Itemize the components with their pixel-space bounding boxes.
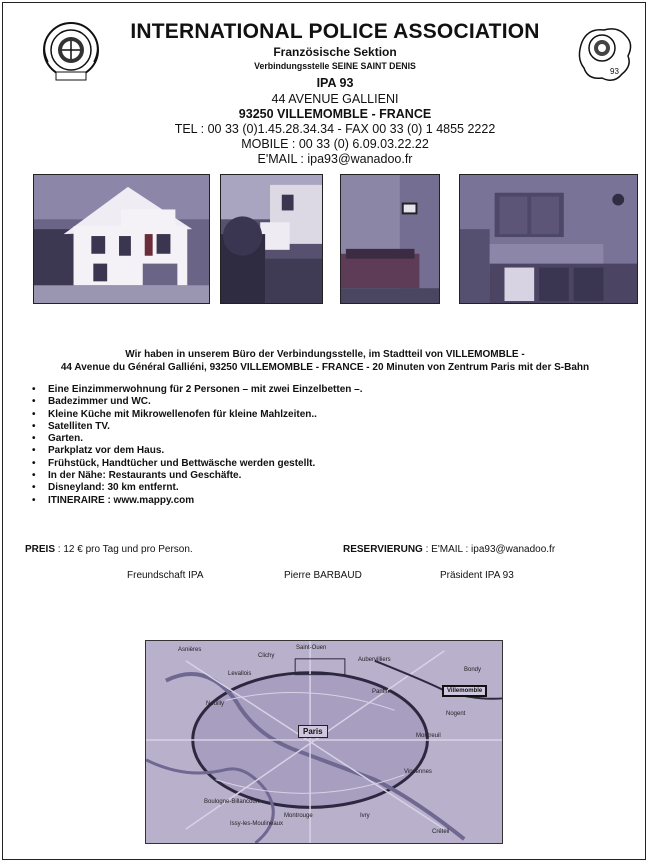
- map-place-label: Ivry: [360, 813, 370, 819]
- feature-item-itinerary-link[interactable]: • ITINERAIRE : www.mappy.com: [28, 495, 363, 507]
- reservation-label: RESERVIERUNG: [343, 544, 423, 555]
- reservation-line: [343, 544, 555, 555]
- city-address: 93250 VILLEMOMBLE - FRANCE: [238, 107, 432, 121]
- map-place-label: Clichy: [258, 653, 275, 659]
- map-place-label: Créteil: [432, 829, 450, 835]
- map-place-label: Montreuil: [416, 733, 441, 739]
- garden-photo: [220, 174, 323, 304]
- reservation-email[interactable]: : E'MAIL : ipa93@wanadoo.fr: [422, 544, 556, 555]
- signature-name: Pierre BARBAUD: [284, 570, 362, 581]
- map-place-label: Boulogne-Billancourt: [204, 799, 260, 805]
- signature-role: Präsident IPA 93: [440, 570, 514, 581]
- ipa-93-department-logo: [574, 22, 636, 88]
- feature-item: • Satelliten TV.: [28, 421, 363, 433]
- map-place-label: Pantin: [372, 689, 390, 695]
- map-place-label: Montrouge: [284, 813, 313, 819]
- bedroom-photo: [340, 174, 440, 304]
- house-exterior-photo: [33, 174, 210, 304]
- map-place-label: Levallois: [228, 671, 252, 677]
- feature-item: • Disneyland: 30 km entfernt.: [28, 482, 363, 494]
- price-value: : 12 € pro Tag und pro Person.: [55, 544, 193, 555]
- telephone-fax: TEL : 00 33 (0)1.45.28.34.34 - FAX 00 33 (0) 1 4855 2222: [174, 122, 496, 136]
- paris-area-map: [145, 640, 503, 844]
- ipa-emblem-logo: [36, 20, 106, 84]
- ipa-code: IPA 93: [316, 76, 354, 90]
- map-place-label: Saint-Ouen: [296, 645, 327, 651]
- feature-item: • Kleine Küche mit Mikrowellenofen für kleine Mahlzeiten..: [28, 409, 363, 421]
- mobile-number: MOBILE : 00 33 (0) 6.09.03.22.22: [241, 137, 429, 151]
- feature-item: • In der Nähe: Restaurants und Geschäfte.: [28, 470, 363, 482]
- map-place-label: Vincennes: [404, 769, 432, 775]
- department-number: 93: [610, 67, 619, 76]
- price-line: [25, 544, 193, 555]
- map-place-label: Issy-les-Moulineaux: [230, 821, 284, 827]
- map-place-label: Neuilly: [206, 701, 225, 707]
- kitchen-photo: [459, 174, 638, 304]
- feature-item: • Parkplatz vor dem Haus.: [28, 445, 363, 457]
- map-place-label: Bondy: [464, 667, 482, 673]
- map-paris-label: Paris: [298, 725, 328, 738]
- signature-greeting: Freundschaft IPA: [127, 570, 204, 581]
- feature-item: • Badezimmer und WC.: [28, 396, 363, 408]
- map-place-label: Aubervilliers: [358, 657, 391, 663]
- organization-title: INTERNATIONAL POLICE ASSOCIATION: [130, 20, 540, 43]
- feature-item: • Frühstück, Handtücher und Bettwäsche werden gestellt.: [28, 458, 363, 470]
- street-address: 44 AVENUE GALLIENI: [271, 92, 399, 106]
- feature-item: • Garten.: [28, 433, 363, 445]
- price-label: PREIS: [25, 544, 56, 555]
- section-name: Französische Sektion: [273, 45, 397, 59]
- intro-line-2: 44 Avenue du Général Galliéni, 93250 VILLEMOMBLE - FRANCE - 20 Minuten von Zentrum Paris mit der S-Bahn: [60, 362, 590, 373]
- feature-item: • Eine Einzimmerwohnung für 2 Personen – mit zwei Einzelbetten –.: [28, 384, 363, 396]
- intro-line-1: Wir haben in unserem Büro der Verbindungsstelle, im Stadtteil von VILLEMOMBLE -: [125, 349, 525, 360]
- liaison-office: Verbindungsstelle SEINE SAINT DENIS: [254, 61, 416, 72]
- map-villemomble-marker: Villemomble: [442, 685, 487, 697]
- email-address: E'MAIL : ipa93@wanadoo.fr: [257, 152, 413, 166]
- map-place-label: Nogent: [446, 711, 466, 717]
- features-list: [28, 384, 363, 507]
- map-place-label: Asnières: [178, 647, 202, 653]
